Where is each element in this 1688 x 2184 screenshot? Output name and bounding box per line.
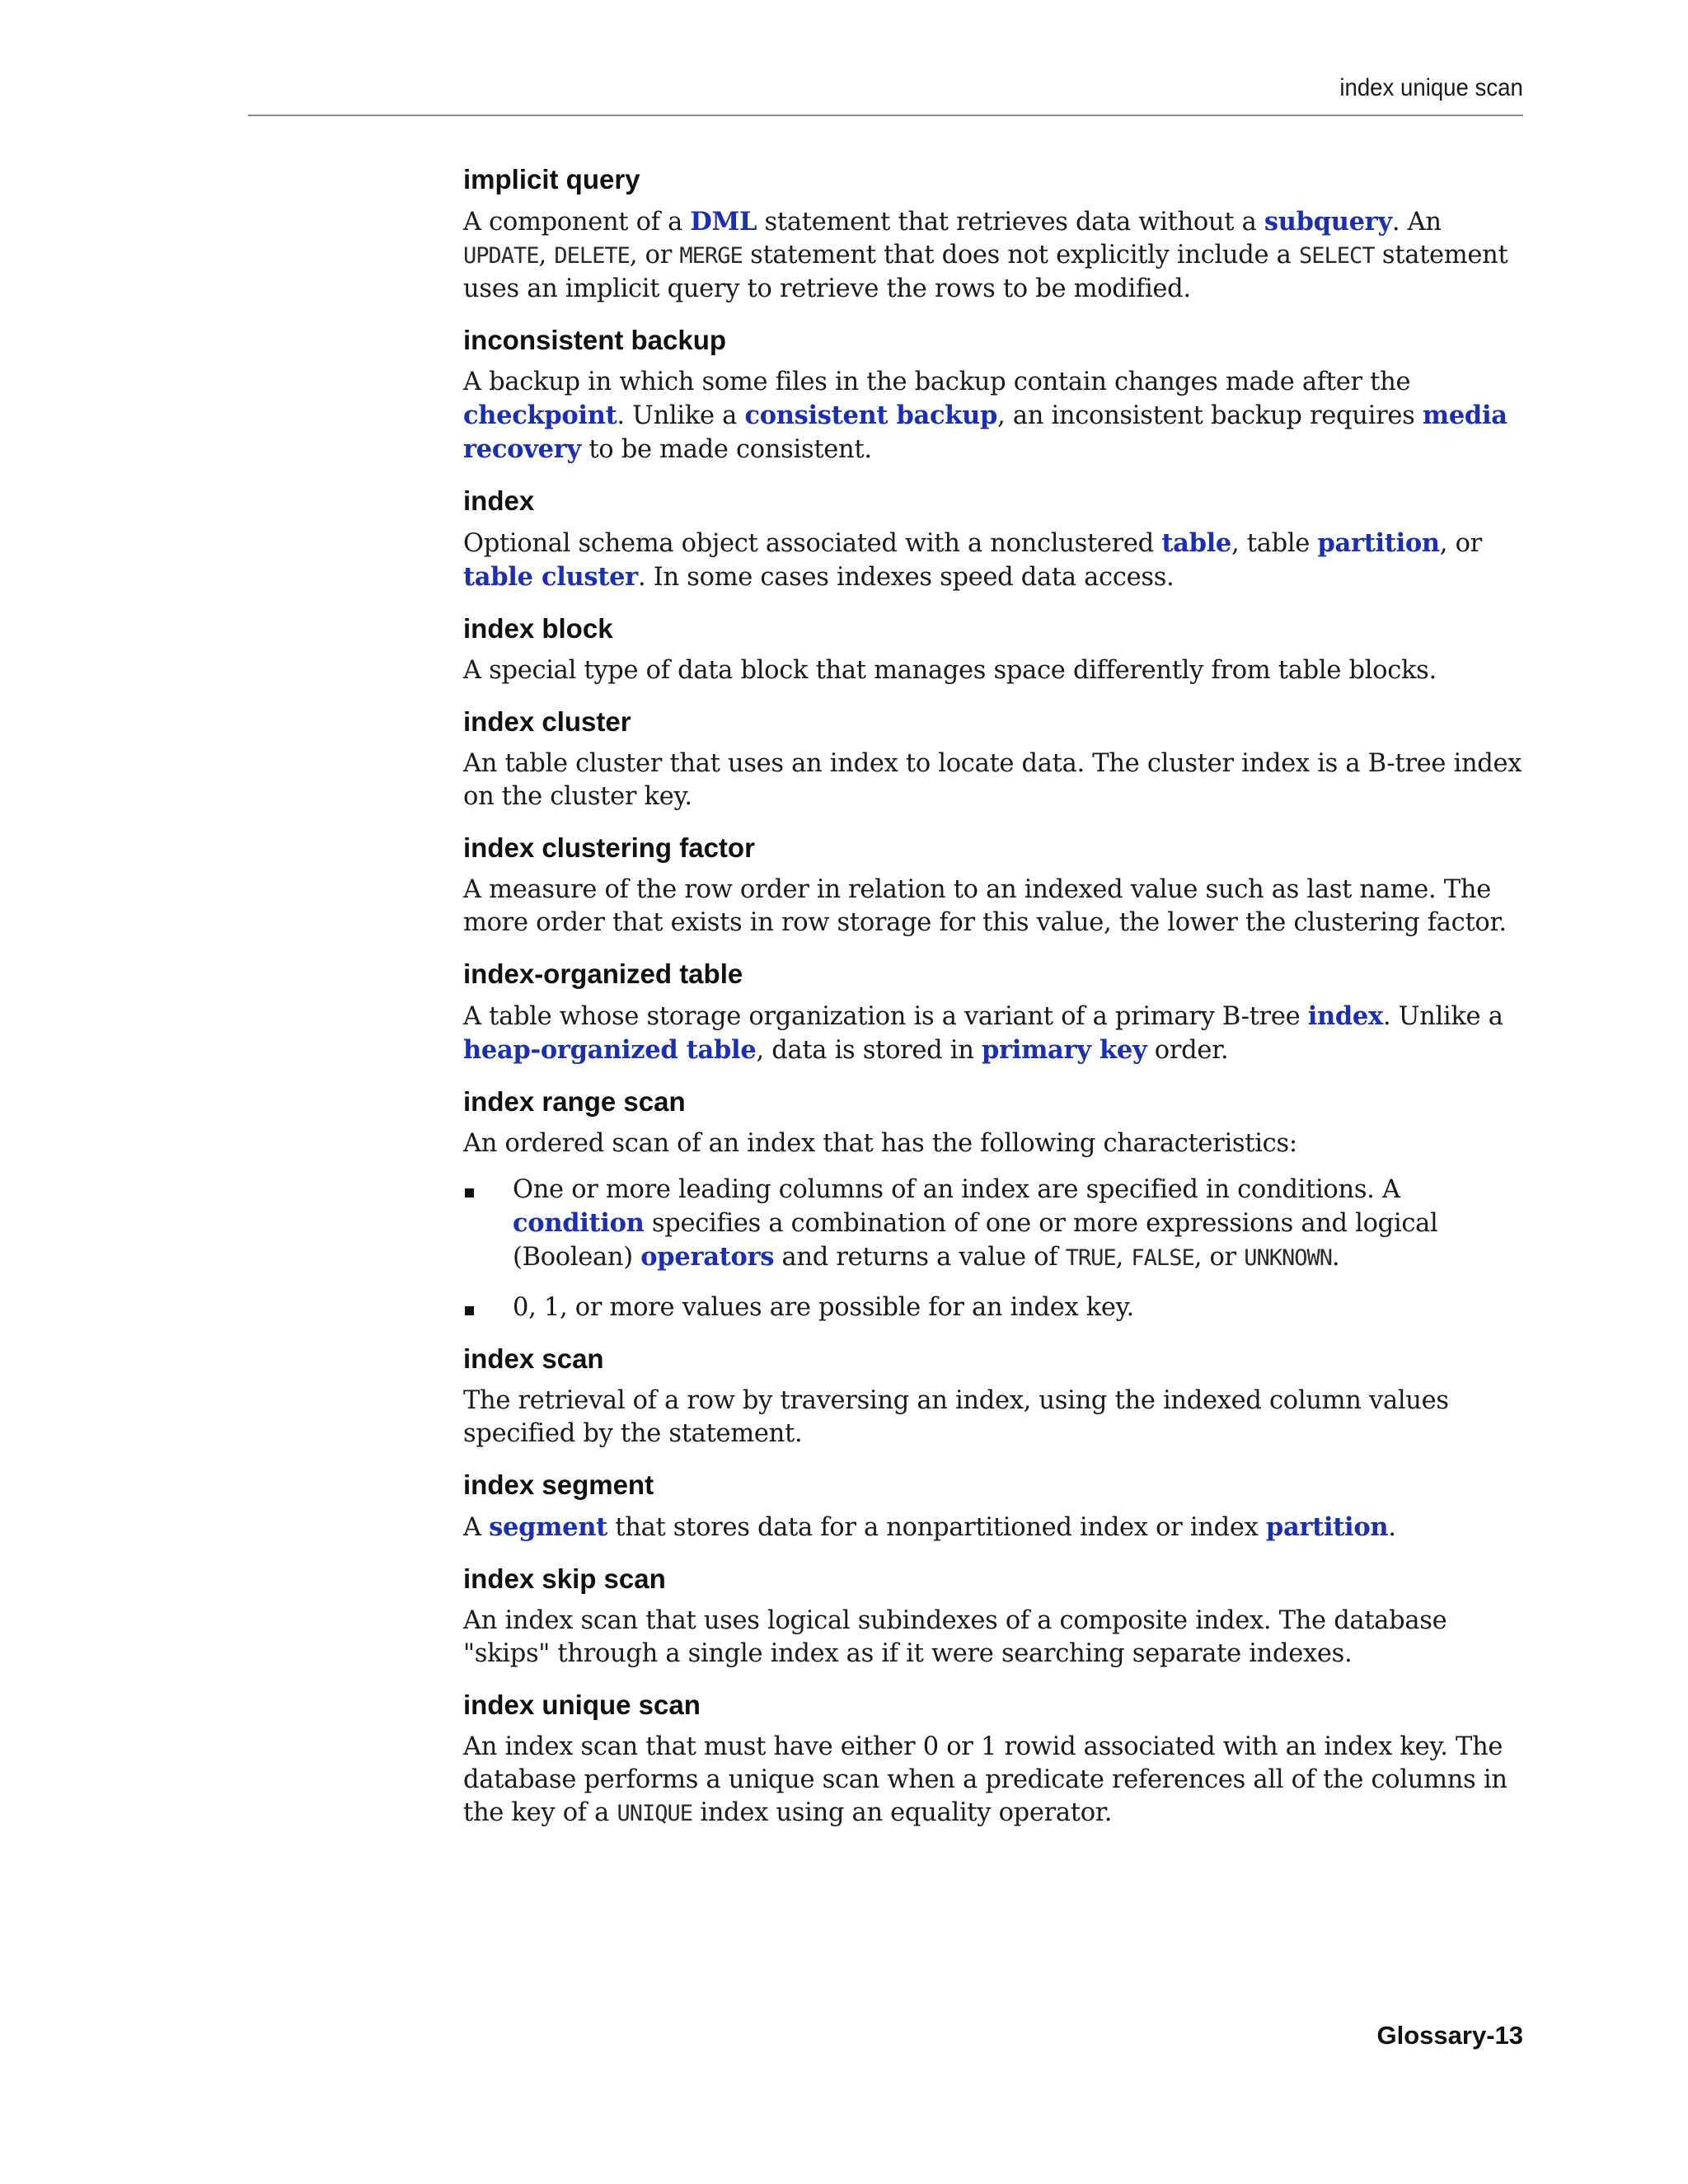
glossary-entry <box>463 1561 1526 1671</box>
glossary-definition: The retrieval of a row by traversing an index, using the indexed column values specified by the statement. <box>463 1386 1449 1448</box>
glossary-term: index skip scan <box>463 1563 666 1594</box>
glossary-link[interactable]: heap-organized table <box>463 1035 757 1065</box>
page-number: Glossary-13 <box>1376 2021 1523 2050</box>
glossary-link[interactable]: subquery <box>1264 207 1392 237</box>
glossary-entry <box>463 162 1526 306</box>
glossary-term: index-organized table <box>463 958 743 989</box>
code-keyword: TRUE <box>1065 1245 1116 1271</box>
glossary-term: implicit query <box>463 164 640 194</box>
glossary-definition: An index scan that uses logical subindexes of a composite index. The database "skips" through a single index as if it were searching separate indexes. <box>463 1606 1447 1668</box>
glossary-link[interactable]: operators <box>640 1242 775 1272</box>
square-bullet-icon <box>465 1306 474 1315</box>
glossary-definition: Optional schema object associated with a nonclustered table, table partition, or table cluster. In some cases indexes speed data access. <box>463 528 1482 592</box>
glossary-entry <box>463 956 1526 1067</box>
glossary-definition: A component of a DML statement that retrieves data without a subquery. An UPDATE, DELETE, or MERGE statement that does not explicitly include a SELECT statement uses an implicit query to retrieve the rows to be modified. <box>463 207 1508 303</box>
glossary-term: index <box>463 485 535 516</box>
glossary-entry <box>463 1084 1526 1324</box>
glossary-link[interactable]: partition <box>1317 528 1440 558</box>
running-head: index unique scan <box>1339 74 1523 101</box>
glossary-link[interactable]: primary key <box>982 1035 1147 1065</box>
glossary-definition: An ordered scan of an index that has the following characteristics: <box>463 1129 1297 1158</box>
glossary-entry <box>463 611 1526 687</box>
glossary-link[interactable]: table cluster <box>463 562 638 592</box>
code-keyword: DELETE <box>554 243 630 269</box>
glossary-entry <box>463 1687 1526 1830</box>
glossary-definition: A measure of the row order in relation to an indexed value such as last name. The more order that exists in row storage for this value, the lower the clustering factor. <box>463 875 1507 937</box>
glossary-definition: A special type of data block that manages space differently from table blocks. <box>463 656 1437 685</box>
glossary-term: index segment <box>463 1469 654 1500</box>
glossary-entry <box>463 704 1526 813</box>
code-keyword: MERGE <box>679 243 743 269</box>
glossary-definition: A backup in which some files in the backup contain changes made after the checkpoint. Unlike a consistent backup, an inconsistent backup requires media recovery to be made consistent. <box>463 368 1507 464</box>
glossary-link[interactable]: consistent backup <box>744 401 998 430</box>
code-keyword: UNKNOWN <box>1244 1245 1333 1271</box>
glossary-entry <box>463 1341 1526 1451</box>
header-rule <box>248 115 1523 116</box>
glossary-link[interactable]: partition <box>1265 1512 1389 1542</box>
glossary-entry <box>463 830 1526 940</box>
glossary-link[interactable]: segment <box>489 1512 607 1542</box>
bullet-list <box>463 1174 1526 1324</box>
glossary-entry <box>463 322 1526 466</box>
glossary-entry <box>463 483 1526 594</box>
glossary-link[interactable]: condition <box>513 1208 645 1238</box>
glossary-entry <box>463 1467 1526 1544</box>
glossary-link[interactable]: index <box>1307 1001 1383 1031</box>
glossary-term: index cluster <box>463 706 631 737</box>
glossary-term: index block <box>463 613 613 644</box>
glossary-definition: A table whose storage organization is a variant of a primary B-tree index. Unlike a heap-organized table, data is stored in primary key order. <box>463 1001 1503 1065</box>
glossary-definition: A segment that stores data for a nonpartitioned index or index partition. <box>463 1512 1396 1542</box>
code-keyword: UNIQUE <box>617 1801 692 1826</box>
code-keyword: FALSE <box>1131 1245 1194 1271</box>
square-bullet-icon <box>465 1188 474 1197</box>
glossary-definition: An table cluster that uses an index to locate data. The cluster index is a B-tree index on the cluster key. <box>463 749 1522 811</box>
glossary-term: index range scan <box>463 1086 686 1117</box>
glossary-term: inconsistent backup <box>463 325 727 355</box>
glossary-link[interactable]: media recovery <box>463 401 1507 464</box>
glossary-link[interactable]: DML <box>690 207 757 237</box>
code-keyword: UPDATE <box>463 243 539 269</box>
bullet-item: 0, 1, or more values are possible for an index key. <box>463 1291 1526 1324</box>
glossary-link[interactable]: table <box>1161 528 1231 558</box>
glossary-term: index clustering factor <box>463 832 755 863</box>
glossary-link[interactable]: checkpoint <box>463 401 617 430</box>
glossary-term: index unique scan <box>463 1690 701 1720</box>
glossary-term: index scan <box>463 1343 604 1374</box>
glossary-definition: An index scan that must have either 0 or 1 rowid associated with an index key. The database performs a unique scan when a predicate references all of the columns in the key of a UNIQUE index using an equality operator. <box>463 1732 1507 1827</box>
bullet-item: One or more leading columns of an index are specified in conditions. A condition specifies a combination of one or more expressions and logical (Boolean) operators and returns a value of TRUE, FALSE, or UNKNOWN. <box>463 1174 1526 1275</box>
code-keyword: SELECT <box>1298 243 1375 269</box>
glossary-content <box>463 162 1526 1847</box>
